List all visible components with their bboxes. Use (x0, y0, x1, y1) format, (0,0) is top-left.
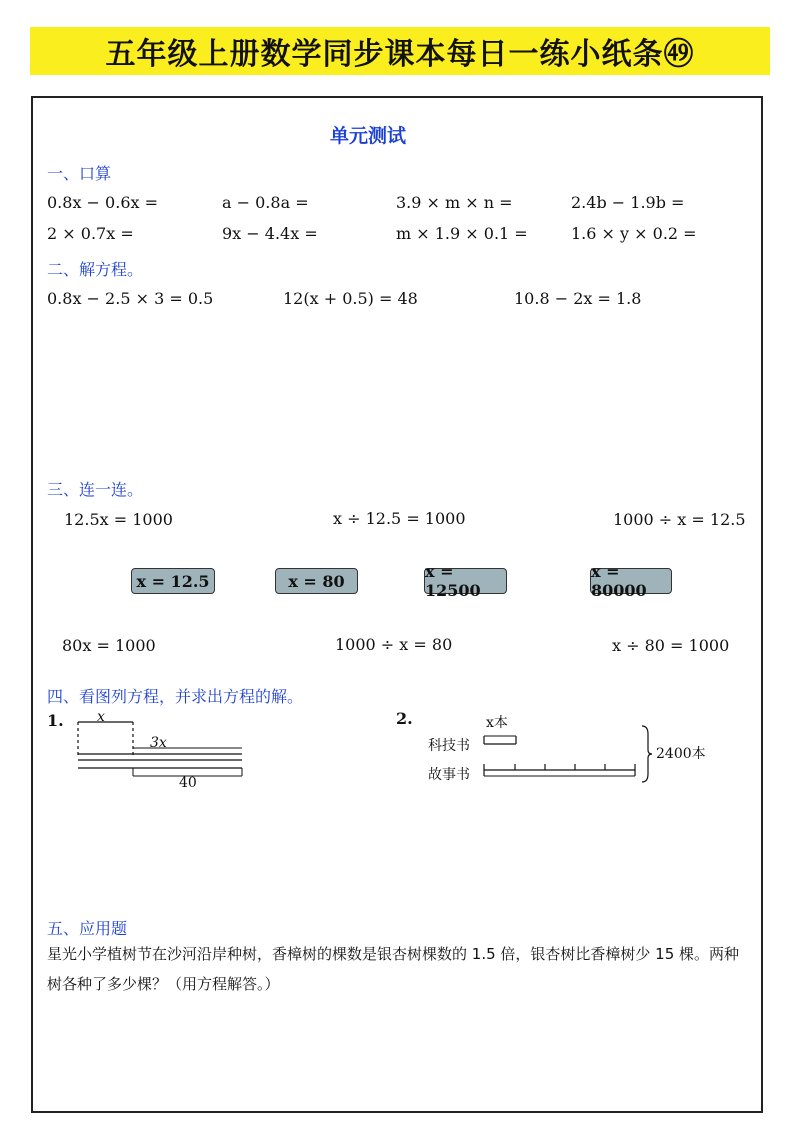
match-answer-card[interactable]: x = 80000 (590, 568, 672, 594)
mental-math-item: a − 0.8a = (222, 193, 309, 212)
section-4-heading: 四、看图列方程，并求出方程的解。 (47, 687, 304, 706)
question-1-number: 1. (47, 711, 64, 730)
equation-item: 10.8 − 2x = 1.8 (514, 289, 642, 308)
mental-math-item: 3.9 × m × n = (396, 193, 513, 212)
match-answer-card[interactable]: x = 12500 (424, 568, 507, 594)
diagram-2-total-label: 2400本 (656, 746, 706, 762)
mental-math-item: 2.4b − 1.9b = (571, 193, 685, 212)
line-segment-diagram-2 (480, 724, 660, 784)
match-equation-top: x ÷ 12.5 = 1000 (333, 509, 466, 528)
equation-item: 12(x + 0.5) = 48 (283, 289, 418, 308)
diagram-2-row2-label: 故事书 (428, 767, 470, 783)
match-answer-card[interactable]: x = 12.5 (131, 568, 215, 594)
diagram-2-label-x: x本 (486, 715, 508, 731)
section-2-heading: 二、解方程。 (47, 260, 144, 279)
match-equation-bottom: 1000 ÷ x = 80 (335, 635, 453, 654)
line-segment-diagram-1 (70, 712, 260, 802)
match-equation-bottom: x ÷ 80 = 1000 (612, 636, 730, 655)
equation-item: 0.8x − 2.5 × 3 = 0.5 (47, 289, 214, 308)
match-equation-top: 12.5x = 1000 (64, 510, 173, 529)
diagram-2-row1-label: 科技书 (428, 738, 470, 754)
section-5-heading: 五、应用题 (47, 919, 128, 938)
section-1-heading: 一、口算 (47, 164, 112, 183)
diagram-1-label-3x: 3x (150, 735, 167, 751)
diagram-1-label-total: 40 (179, 775, 197, 791)
mental-math-item: m × 1.9 × 0.1 = (396, 224, 528, 243)
mental-math-item: 9x − 4.4x = (222, 224, 318, 243)
worksheet-title: 单元测试 (330, 125, 407, 147)
total-brace (642, 726, 652, 782)
mental-math-item: 2 × 0.7x = (47, 224, 134, 243)
match-equation-bottom: 80x = 1000 (62, 636, 156, 655)
question-2-number: 2. (396, 709, 413, 728)
word-problem-text: 星光小学植树节在沙河沿岸种树，香樟树的棵数是银杏树棵数的 1.5 倍，银杏树比香樟树少 15 棵。两种树各种了多少棵？（用方程解答。） (47, 945, 740, 993)
mental-math-item: 1.6 × y × 0.2 = (571, 224, 697, 243)
mental-math-item: 0.8x − 0.6x = (47, 193, 159, 212)
section-3-heading: 三、连一连。 (47, 480, 144, 499)
banner-title: 五年级上册数学同步课本每日一练小纸条㊾ (30, 27, 770, 75)
diagram-1-label-x: x (97, 709, 105, 725)
match-equation-top: 1000 ÷ x = 12.5 (613, 510, 746, 529)
match-answer-card[interactable]: x = 80 (275, 568, 358, 594)
